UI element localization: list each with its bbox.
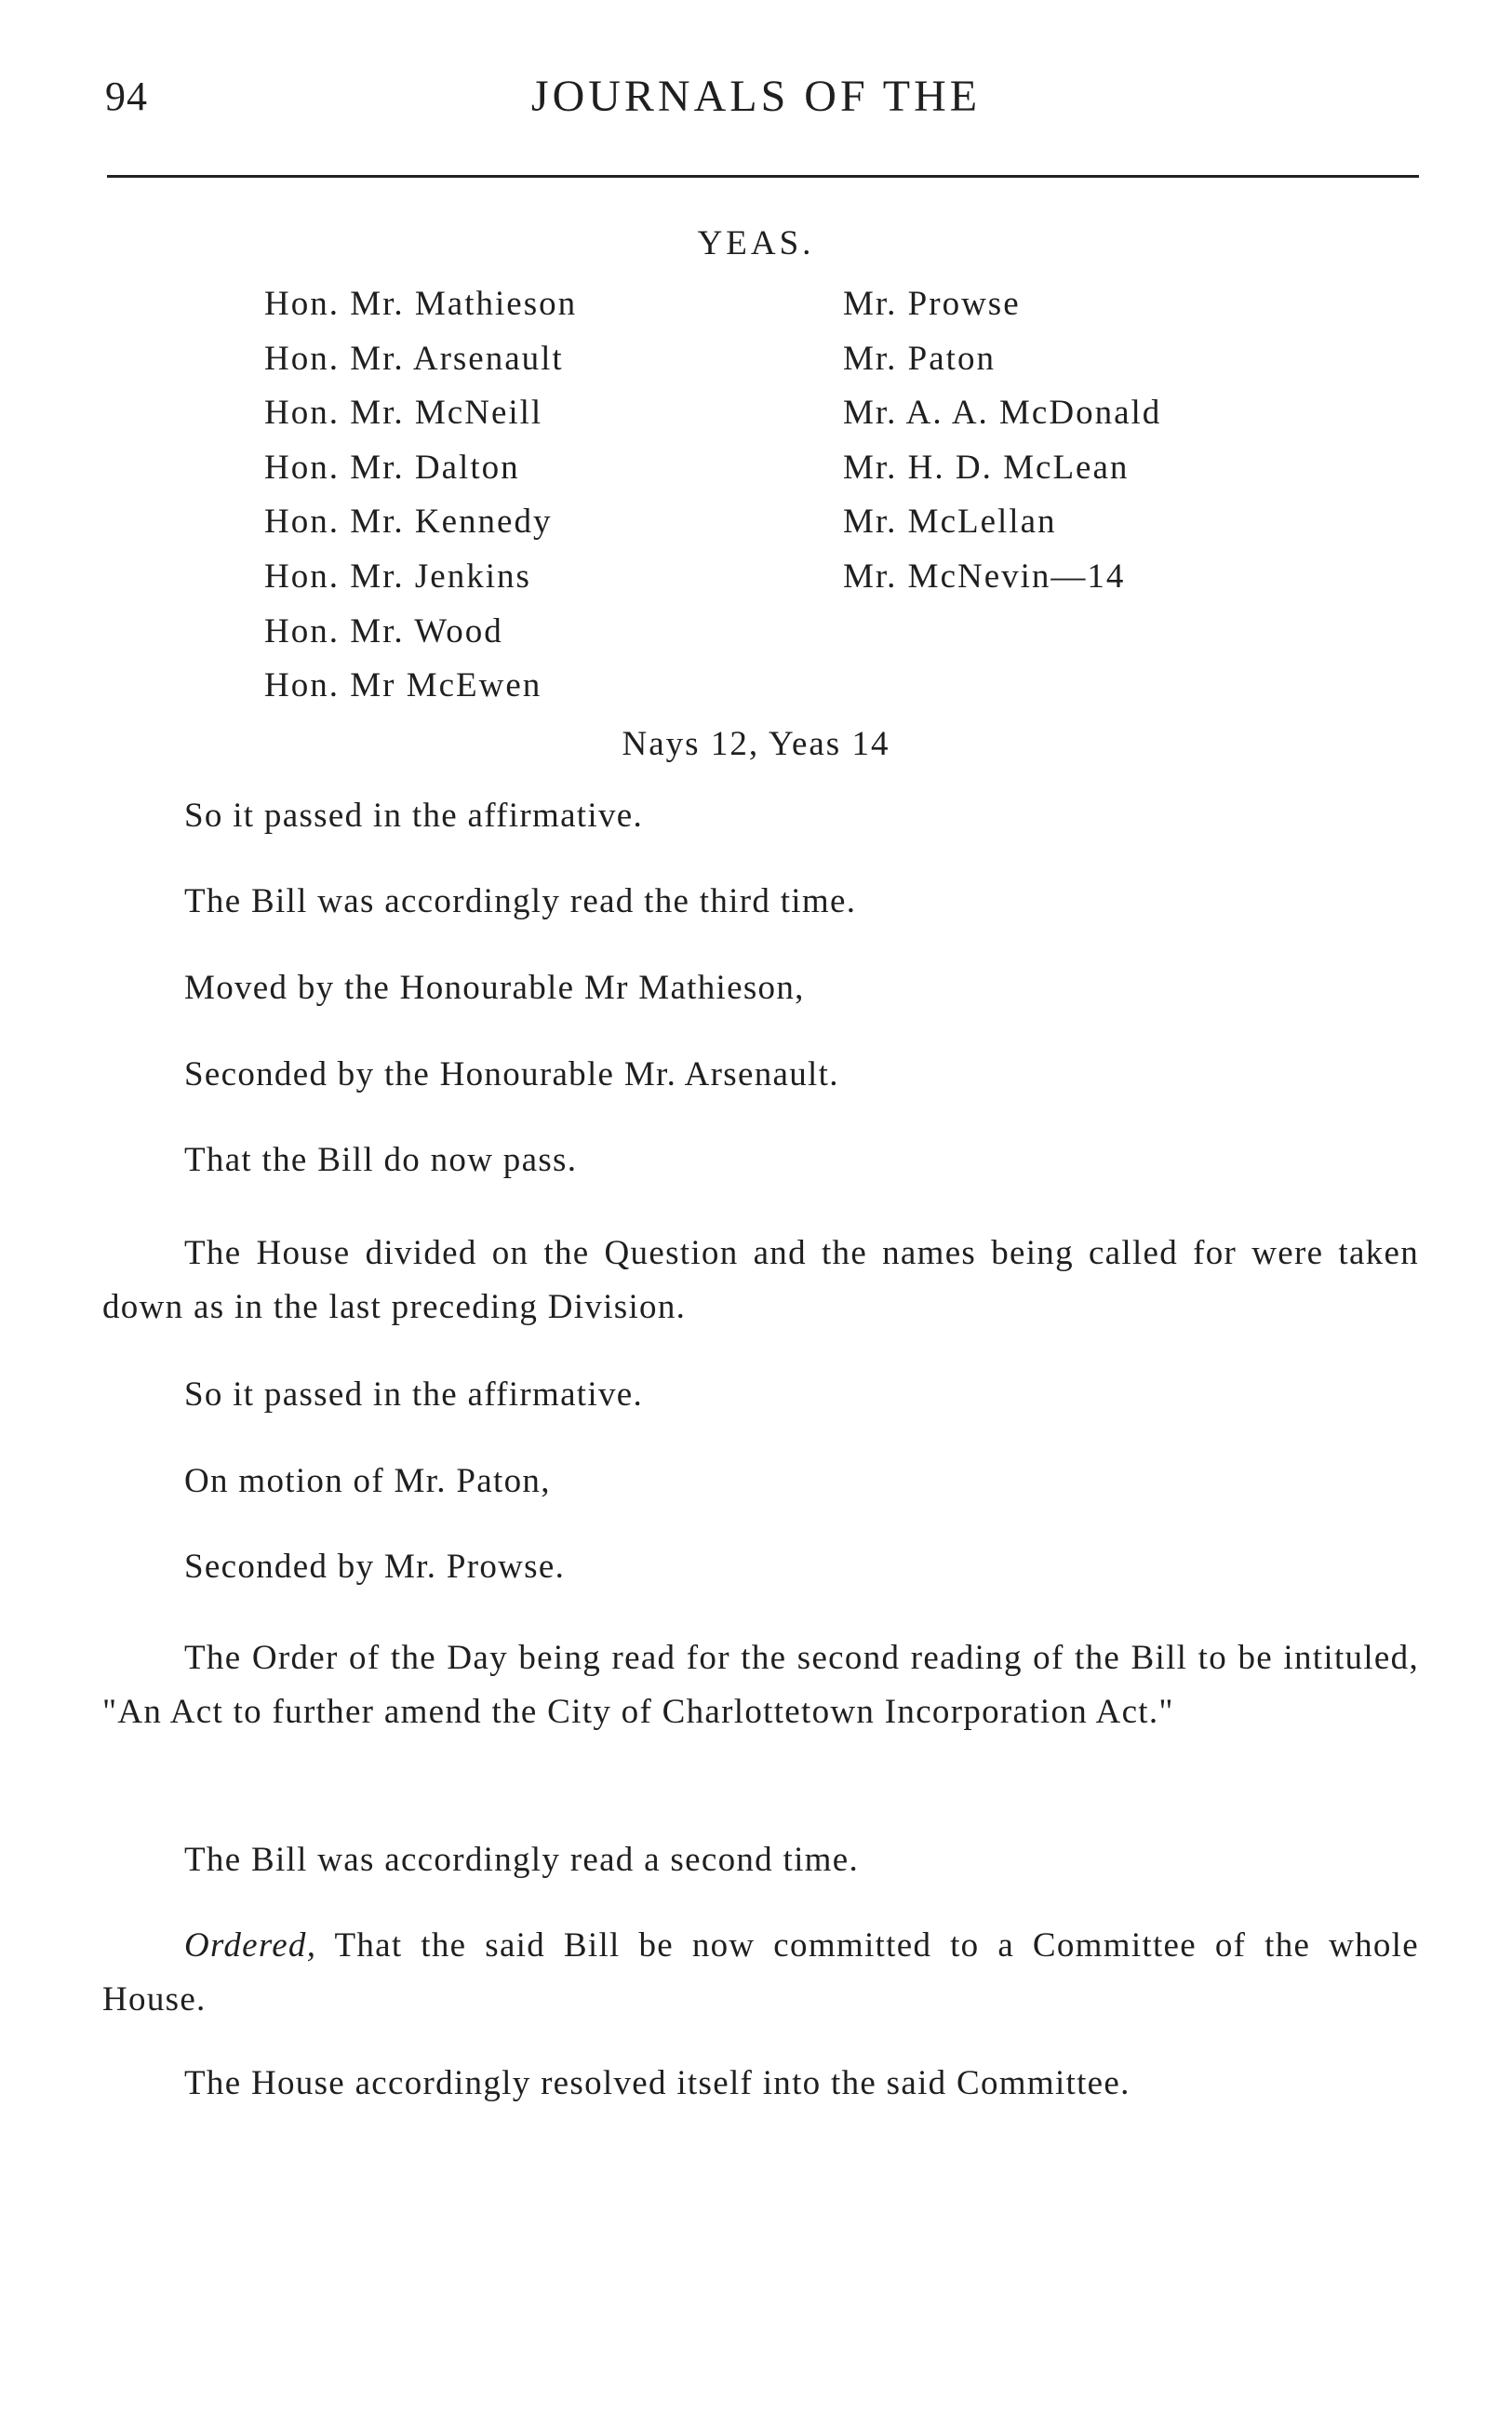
yeas-heading: YEAS. — [697, 224, 815, 262]
member-name: Hon. Mr. Kennedy — [264, 503, 553, 542]
paragraph-text: That the said Bill be now committed to a Committee of the whole House. — [102, 1926, 1419, 2019]
member-name: Hon. Mr. Arsenault — [264, 339, 564, 378]
member-name: Hon. Mr. Wood — [264, 611, 503, 651]
member-name: Hon. Mr. Mathieson — [264, 285, 578, 323]
member-name: Hon. Mr McEwen — [264, 666, 542, 705]
member-name: Mr. A. A. McDonald — [843, 394, 1162, 433]
paragraph: Seconded by Mr. Prowse. — [184, 1548, 566, 1586]
page-number: 94 — [105, 74, 148, 119]
member-name: Mr. Paton — [843, 339, 996, 378]
paragraph: That the Bill do now pass. — [184, 1141, 578, 1179]
paragraph: So it passed in the affirmative. — [184, 1375, 644, 1414]
paragraph: Seconded by the Honourable Mr. Arsenault. — [184, 1055, 839, 1093]
paragraph: Moved by the Honourable Mr Mathieson, — [184, 969, 805, 1007]
paragraph — [102, 1919, 1419, 2027]
vote-tally: Nays 12, Yeas 14 — [622, 725, 890, 763]
paragraph: The Bill was accordingly read a second time. — [184, 1841, 860, 1879]
member-name: Mr. Prowse — [843, 285, 1021, 323]
running-head: JOURNALS OF THE — [530, 72, 982, 121]
paragraph: The House divided on the Question and the names being called for were taken down as in the last preceding Division. — [102, 1234, 1419, 1326]
member-name: Hon. Mr. Jenkins — [264, 557, 531, 596]
paragraph: The Bill was accordingly read the third time. — [184, 882, 857, 920]
member-name: Mr. H. D. McLean — [843, 448, 1130, 487]
paragraph: The Order of the Day being read for the second reading of the Bill to be intituled, "An Act to further amend the City of Charlottetown Incorporation Act." — [102, 1639, 1419, 1731]
member-name: Mr. McLellan — [843, 503, 1057, 542]
ordered-italic: Ordered, — [184, 1926, 317, 1965]
paragraph: The House accordingly resolved itself into the said Committee. — [184, 2064, 1131, 2102]
member-name: Hon. Mr. Dalton — [264, 448, 520, 487]
member-name: Mr. McNevin—14 — [843, 557, 1126, 596]
paragraph: On motion of Mr. Paton, — [184, 1462, 551, 1500]
yeas-left-column — [264, 287, 577, 723]
yeas-right-column — [843, 287, 1161, 614]
paragraph: So it passed in the affirmative. — [184, 797, 644, 835]
header-rule — [107, 175, 1419, 178]
member-name: Hon. Mr. McNeill — [264, 394, 543, 433]
